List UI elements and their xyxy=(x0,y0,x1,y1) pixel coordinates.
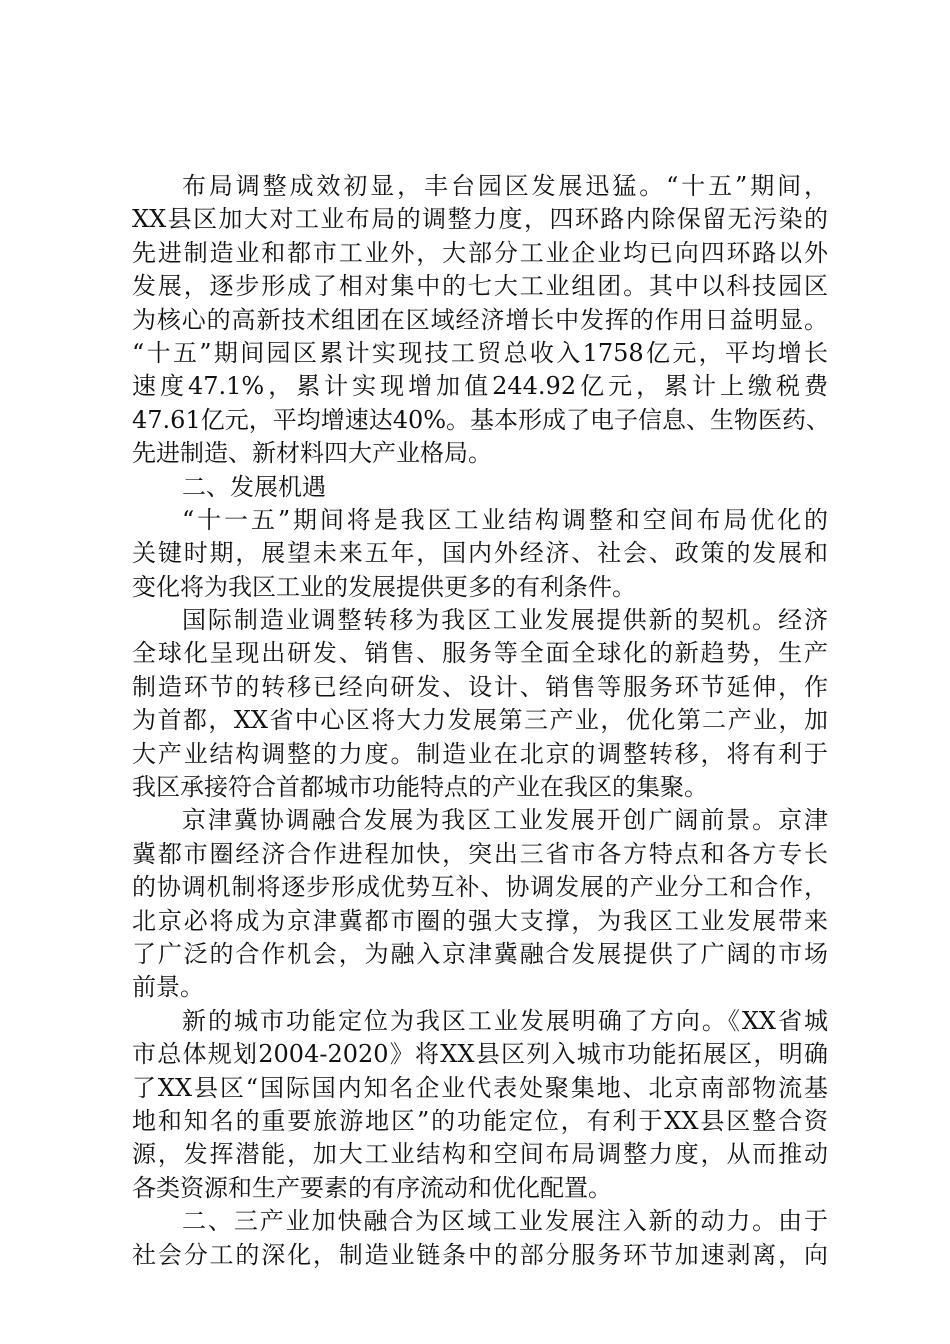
text-line: 二、三产业加快融合为区域工业发展注入新的动力。由于 xyxy=(182,1207,828,1236)
text-line: 先进制造业和都市工业外，大部分工业企业均已向四环路以外 xyxy=(132,238,828,267)
text-line: 制造环节的转移已经向研发、设计、销售等服务环节延伸，作 xyxy=(132,672,828,701)
text-line: 先进制造、新材料四大产业格局。 xyxy=(132,439,492,468)
text-line: 京津冀协调融合发展为我区工业发展开创广阔前景。京津 xyxy=(182,806,828,835)
text-line: 速度47.1%，累计实现增加值244.92亿元，累计上缴税费 xyxy=(132,372,828,401)
text-line: 国际制造业调整转移为我区工业发展提供新的契机。经济 xyxy=(182,606,828,635)
text-line: “十一五”期间将是我区工业结构调整和空间布局优化的 xyxy=(182,505,828,534)
text-line: 社会分工的深化，制造业链条中的部分服务环节加速剥离，向 xyxy=(132,1240,828,1269)
text-line: 各类资源和生产要素的有序流动和优化配置。 xyxy=(132,1173,612,1202)
text-line: 前景。 xyxy=(132,973,204,1002)
text-line: 的协调机制将逐步形成优势互补、协调发展的产业分工和合作， xyxy=(132,873,828,902)
text-line: 了XX县区“国际国内知名企业代表处聚集地、北京南部物流基 xyxy=(132,1073,828,1102)
text-line: “十五”期间园区累计实现技工贸总收入1758亿元，平均增长 xyxy=(132,338,828,367)
text-line: 大产业结构调整的力度。制造业在北京的调整转移，将有利于 xyxy=(132,739,828,768)
text-line: 为核心的高新技术组团在区域经济增长中发挥的作用日益明显。 xyxy=(132,305,828,334)
text-line: 关键时期，展望未来五年，国内外经济、社会、政策的发展和 xyxy=(132,539,828,568)
text-line: 全球化呈现出研发、销售、服务等全面全球化的新趋势，生产 xyxy=(132,639,828,668)
text-line: 地和知名的重要旅游地区”的功能定位，有利于XX县区整合资 xyxy=(132,1106,828,1135)
text-line: 市总体规划2004-2020》将XX县区列入城市功能拓展区，明确 xyxy=(132,1040,828,1069)
text-line: 北京必将成为京津冀都市圈的强大支撑，为我区工业发展带来 xyxy=(132,906,828,935)
text-line: 变化将为我区工业的发展提供更多的有利条件。 xyxy=(132,572,636,601)
document-body-text xyxy=(132,170,831,1272)
text-line: 二、发展机遇 xyxy=(182,472,326,501)
text-line: 冀都市圈经济合作进程加快，突出三省市各方特点和各方专长 xyxy=(132,839,828,868)
text-line: 布局调整成效初显，丰台园区发展迅猛。“十五”期间， xyxy=(182,172,828,200)
text-line: 发展，逐步形成了相对集中的七大工业组团。其中以科技园区 xyxy=(132,272,828,301)
text-line: 源，发挥潜能，加大工业结构和空间布局调整力度，从而推动 xyxy=(132,1140,828,1169)
text-line: XX县区加大对工业布局的调整力度，四环路内除保留无污染的 xyxy=(132,205,828,234)
text-line: 为首都，XX省中心区将大力发展第三产业，优化第二产业，加 xyxy=(132,706,828,735)
text-line: 47.61亿元，平均增速达40%。基本形成了电子信息、生物医药、 xyxy=(132,405,831,434)
text-line: 新的城市功能定位为我区工业发展明确了方向。《XX省城 xyxy=(182,1006,828,1035)
text-line: 了广泛的合作机会，为融入京津冀融合发展提供了广阔的市场 xyxy=(132,939,828,968)
text-line: 我区承接符合首都城市功能特点的产业在我区的集聚。 xyxy=(132,773,708,802)
